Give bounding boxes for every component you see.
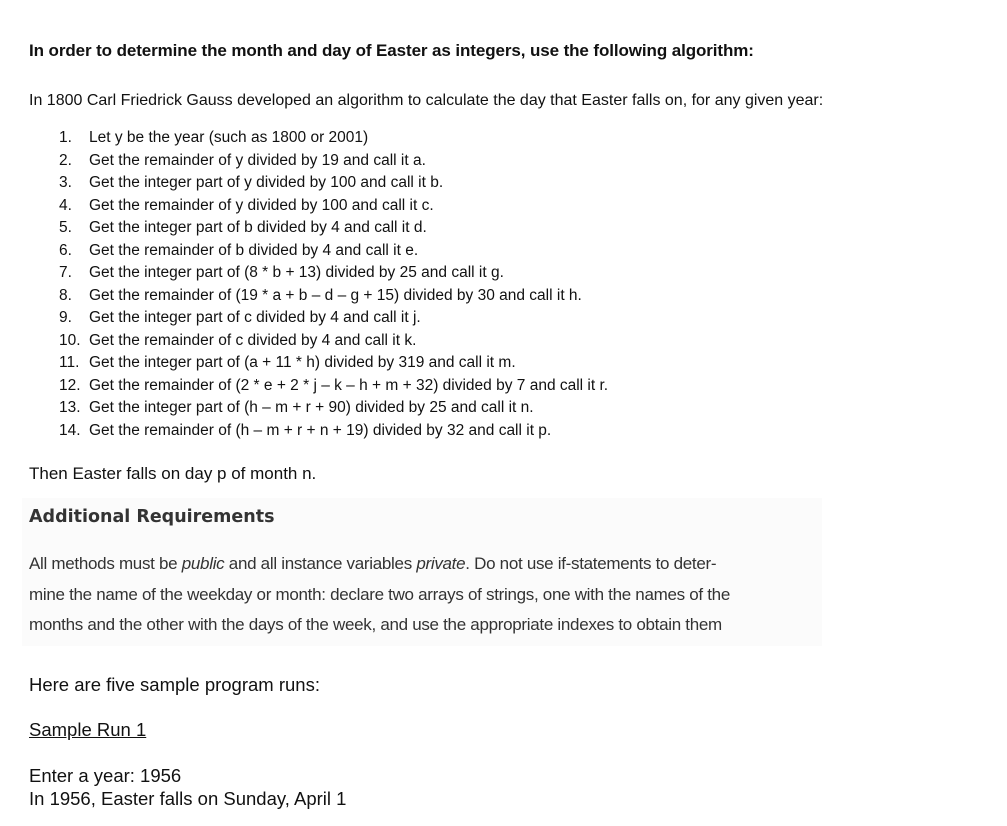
list-item: 11. Get the integer part of (a + 11 * h) divided by 319 and call it m. bbox=[59, 354, 516, 371]
intro-paragraph: In 1800 Carl Friedrick Gauss developed an algorithm to calculate the day that Easter falls on, for any given year: bbox=[29, 92, 824, 109]
sample-output-line: In 1956, Easter falls on Sunday, April 1 bbox=[29, 788, 347, 809]
list-item: 6. Get the remainder of b divided by 4 and call it e. bbox=[59, 241, 419, 259]
list-item: 2. Get the remainder of y divided by 19 and call it a. bbox=[59, 151, 426, 169]
requirements-line-3: months and the other with the days of the week, and use the appropriate indexes to obtain them bbox=[29, 615, 722, 634]
list-item: 8. Get the remainder of (19 * a + b – d – g + 15) divided by 30 and call it h. bbox=[59, 286, 582, 304]
requirements-paragraph bbox=[29, 549, 819, 641]
page-heading: In order to determine the month and day of Easter as integers, use the following algorithm: bbox=[29, 41, 754, 60]
requirements-title: Additional Requirements bbox=[29, 507, 275, 527]
sample-output-line: Enter a year: 1956 bbox=[29, 765, 182, 786]
list-item: 14. Get the remainder of (h – m + r + n + 19) divided by 32 and call it p. bbox=[59, 421, 552, 439]
list-item: 1. Let y be the year (such as 1800 or 2001) bbox=[59, 129, 369, 146]
list-item: 12. Get the remainder of (2 * e + 2 * j – k – h + m + 32) divided by 7 and call it r. bbox=[59, 376, 609, 394]
requirements-line-2: mine the name of the weekday or month: declare two arrays of strings, one with the names of the bbox=[29, 584, 730, 604]
conclusion-text: Then Easter falls on day p of month n. bbox=[29, 464, 317, 483]
list-item: 5. Get the integer part of b divided by 4 and call it d. bbox=[59, 219, 427, 236]
sample-runs-intro: Here are five sample program runs: bbox=[29, 674, 320, 695]
requirements-line-1: All methods must be public and all instance variables private. Do not use if-statements to deter- bbox=[29, 554, 717, 573]
sample-run-title: Sample Run 1 bbox=[29, 719, 147, 740]
list-item: 7. Get the integer part of (8 * b + 13) divided by 25 and call it g. bbox=[59, 264, 504, 281]
list-item: 9. Get the integer part of c divided by 4 and call it j. bbox=[59, 309, 421, 326]
algorithm-steps-list bbox=[55, 127, 608, 442]
list-item: 4. Get the remainder of y divided by 100 and call it c. bbox=[59, 196, 434, 214]
list-item: 13. Get the integer part of (h – m + r + 90) divided by 25 and call it n. bbox=[59, 399, 534, 416]
list-item: 10. Get the remainder of c divided by 4 and call it k. bbox=[59, 331, 417, 349]
list-item: 3. Get the integer part of y divided by 100 and call it b. bbox=[59, 174, 444, 191]
